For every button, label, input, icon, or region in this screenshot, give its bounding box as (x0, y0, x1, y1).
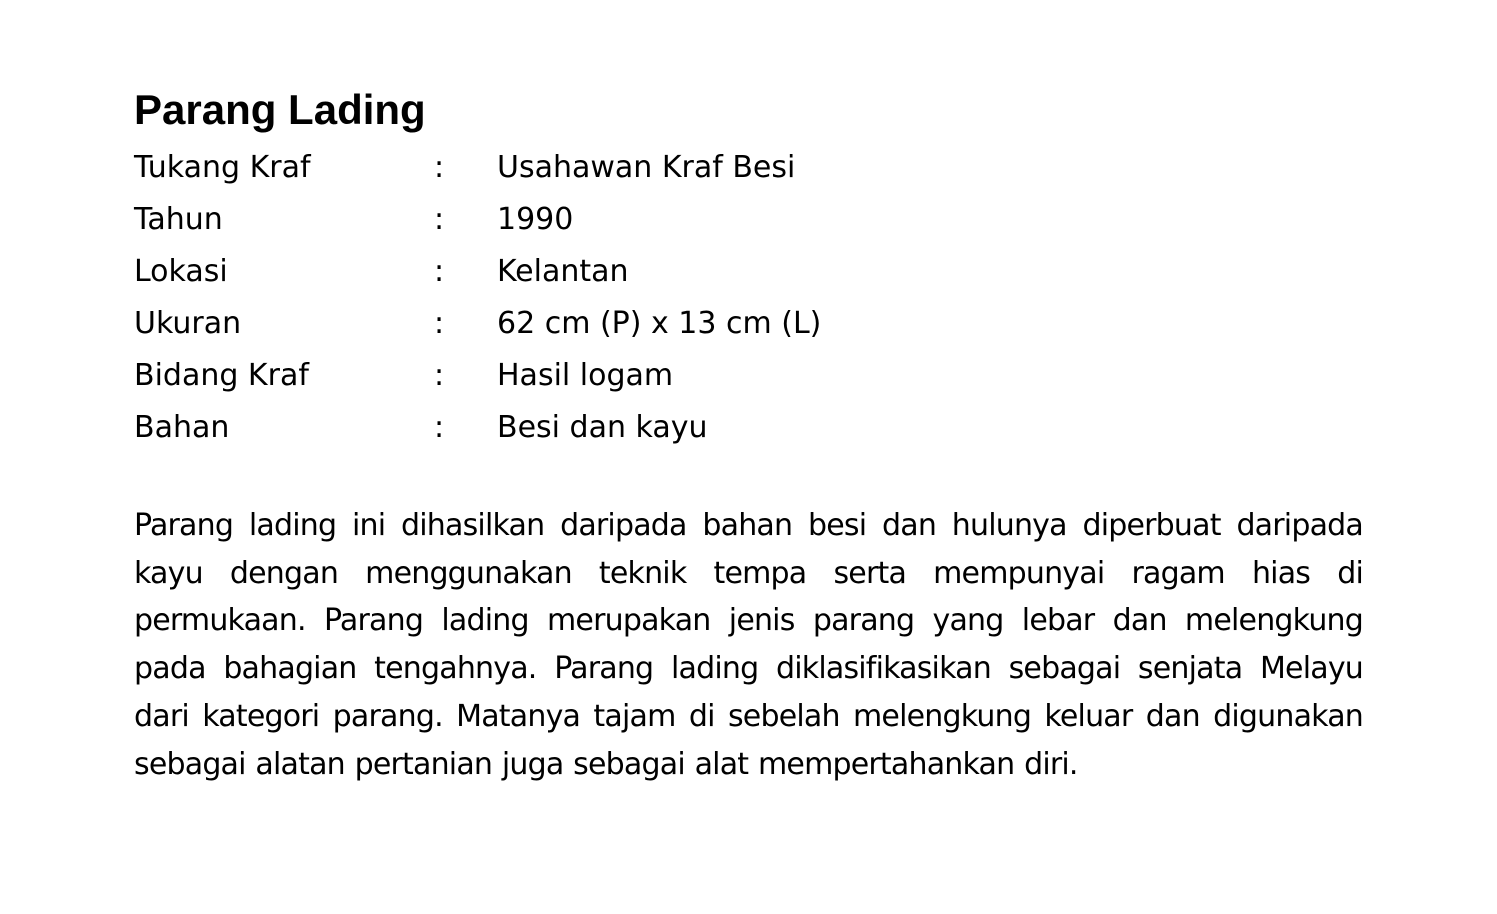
detail-value: 62 cm (P) x 13 cm (L) (497, 306, 822, 341)
detail-separator: : (434, 202, 445, 237)
document-title: Parang Lading (134, 86, 426, 133)
detail-row-bahan (134, 402, 1363, 454)
detail-row-tukang-kraf (134, 142, 1363, 194)
detail-value: Besi dan kayu (497, 410, 708, 445)
detail-label: Tahun (134, 202, 223, 237)
detail-label: Lokasi (134, 254, 228, 289)
detail-row-tahun (134, 194, 1363, 246)
detail-separator: : (434, 410, 445, 445)
detail-value: Hasil logam (497, 358, 674, 393)
detail-row-lokasi (134, 246, 1363, 298)
detail-row-ukuran (134, 298, 1363, 350)
detail-separator: : (434, 306, 445, 341)
detail-row-bidang-kraf (134, 350, 1363, 402)
detail-label: Tukang Kraf (134, 150, 311, 185)
description-paragraph: Parang lading ini dihasilkan daripada bahan besi dan hulunya diperbuat daripada kayu dengan menggunakan teknik tempa serta mempunyai ragam hias di permukaan. Parang lading merupakan jenis parang yang lebar dan melengkung pada bahagian tengahnya. Parang lading diklasifikasikan sebagai senjata Melayu dari kategori parang. Matanya tajam di sebelah melengkung keluar dan digunakan sebagai alatan pertanian juga sebagai alat mempertahankan diri. (134, 508, 1363, 782)
detail-value: Kelantan (497, 254, 629, 289)
detail-value: 1990 (497, 202, 574, 237)
detail-label: Ukuran (134, 306, 242, 341)
details-table (134, 142, 1363, 454)
detail-separator: : (434, 150, 445, 185)
detail-label: Bahan (134, 410, 230, 445)
detail-label: Bidang Kraf (134, 358, 309, 393)
detail-value: Usahawan Kraf Besi (497, 150, 796, 185)
detail-separator: : (434, 254, 445, 289)
detail-separator: : (434, 358, 445, 393)
document (134, 84, 1363, 818)
